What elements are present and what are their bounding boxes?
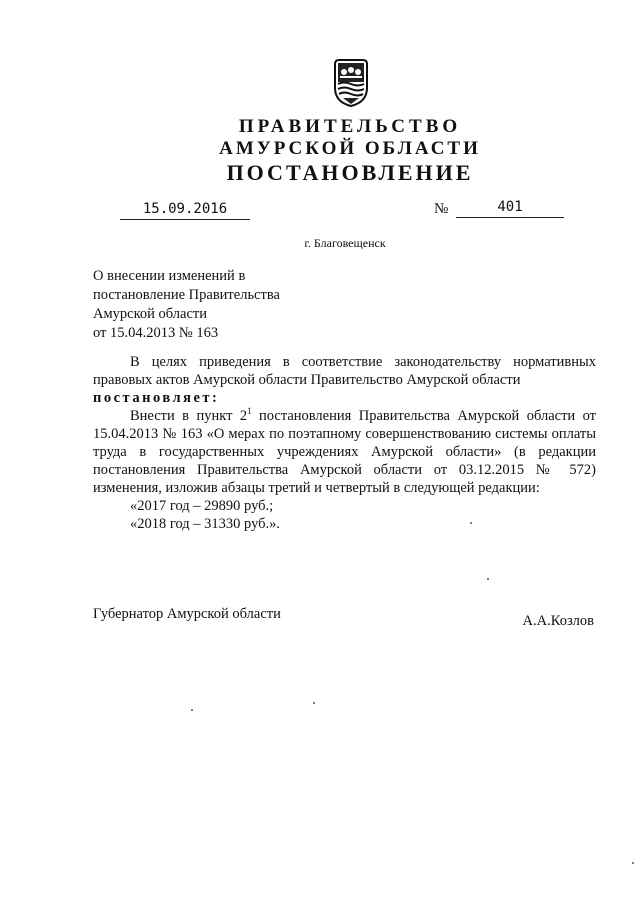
amount-line: «2018 год – 31330 руб.».: [130, 516, 281, 532]
scan-speck: [470, 522, 472, 524]
scan-speck: [313, 702, 315, 704]
government-title-line1: ПРАВИТЕЛЬСТВО: [238, 116, 462, 137]
main-paragraph: [93, 407, 596, 497]
subject-line: от 15.04.2013 № 163: [93, 325, 219, 341]
number-sign: №: [434, 201, 449, 217]
main-paragraph-rest: постановления Правительства Амурской области от 15.04.2013 № 163 «О мерах по поэтапному совершенствованию системы оплаты труда в государственных учреждениях Амурской области» (в редакции постановления Правительства Амурской области от 03.12.2015 № 572) изменения, изложив абзацы третий и четвертый в следующей редакции:: [93, 408, 596, 496]
scan-speck: [632, 862, 634, 864]
signatory-name: А.А.Козлов: [522, 613, 594, 629]
decree-word: постановляет:: [93, 390, 220, 406]
government-title-line2: АМУРСКОЙ ОБЛАСТИ: [219, 138, 481, 159]
city-label: г. Благовещенск: [304, 236, 386, 250]
document-date: 15.09.2016: [120, 201, 250, 220]
signatory-position: Губернатор Амурской области: [93, 606, 281, 622]
scan-speck: [191, 709, 193, 711]
superscript: 1: [247, 406, 252, 417]
intro-paragraph: В целях приведения в соответствие законодательству нормативных правовых актов Амурской области Правительство Амурской области: [93, 354, 596, 388]
subject-line: О внесении изменений в: [93, 268, 246, 284]
document-subject: [93, 267, 280, 343]
coat-of-arms-icon: [329, 58, 373, 108]
scan-speck: [487, 578, 489, 580]
subject-line: Амурской области: [93, 306, 207, 322]
amount-line: «2017 год – 29890 руб.;: [130, 498, 274, 514]
document-body: [93, 353, 596, 533]
main-paragraph-start: Внести в пункт 2: [130, 408, 248, 424]
subject-line: постановление Правительства: [93, 287, 280, 303]
document-number: 401: [456, 199, 564, 218]
document-type-title: ПОСТАНОВЛЕНИЕ: [226, 160, 474, 185]
